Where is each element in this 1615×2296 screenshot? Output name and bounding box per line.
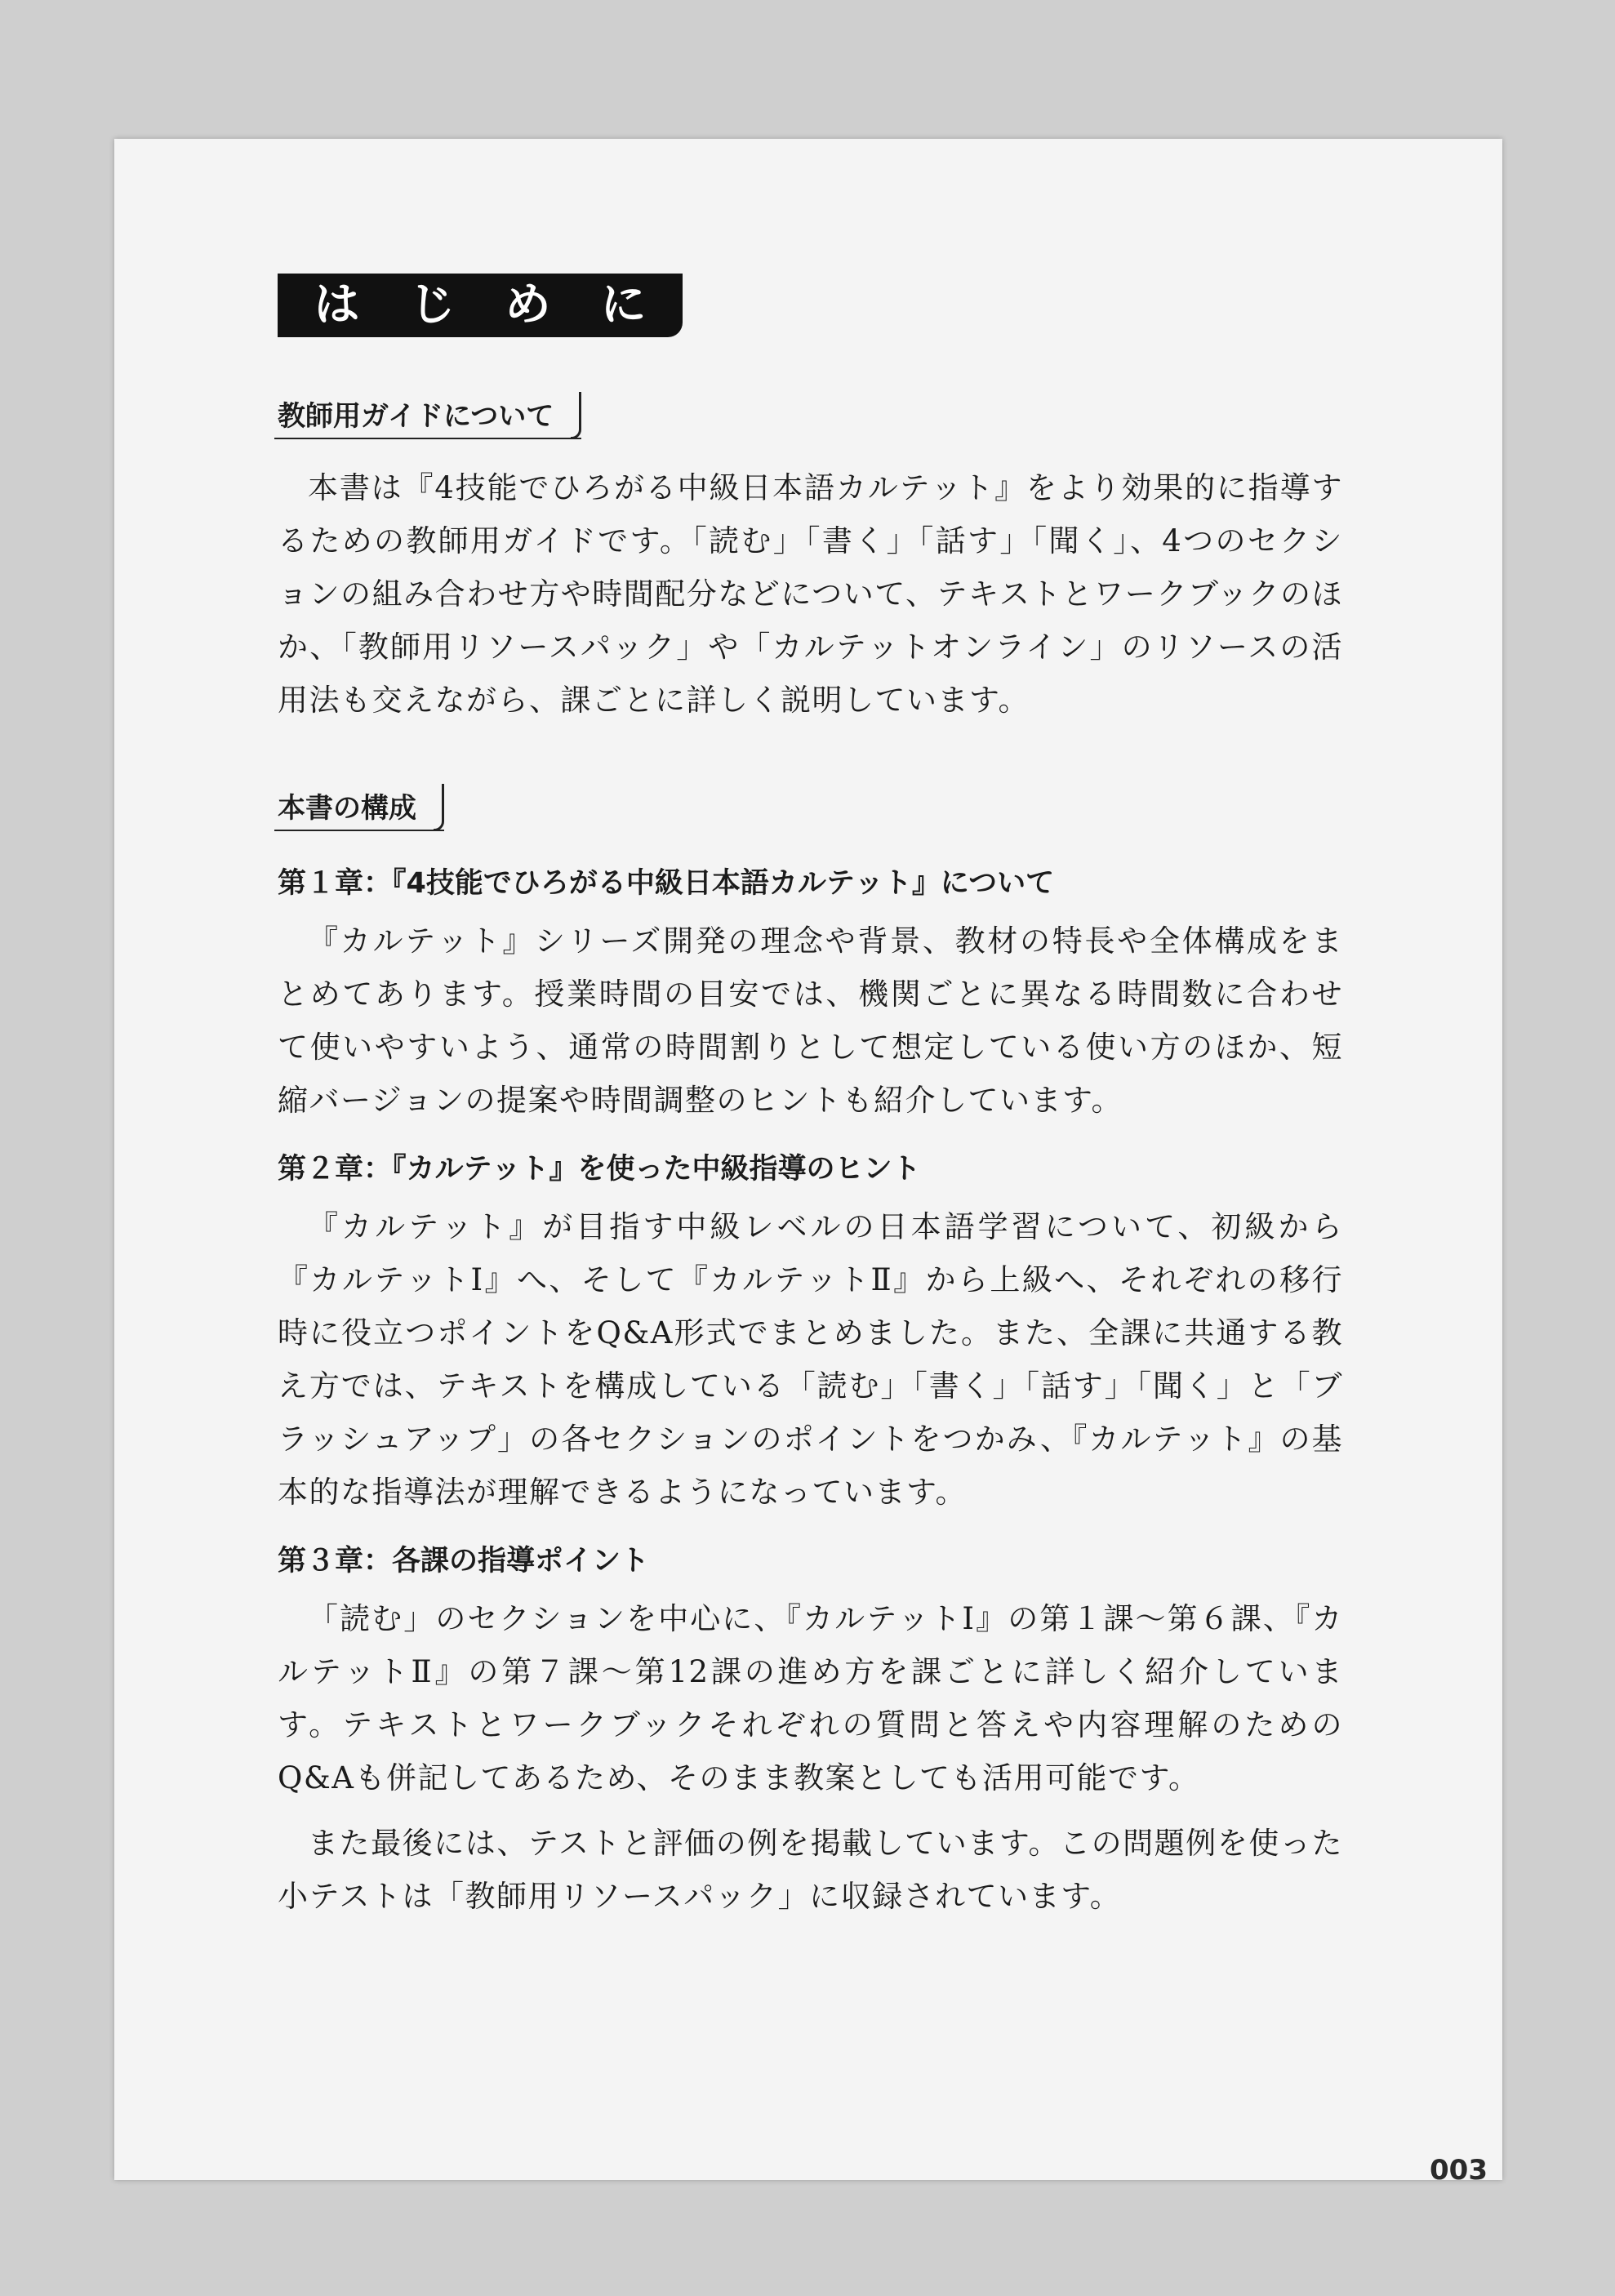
chapter-3-body: 「読む」のセクションを中心に、『カルテットⅠ』の第１課〜第６課、『カルテットⅡ』の第７課〜第12課の進め方を課ごとに詳しく紹介しています。テキストとワークブックそれぞれの質問と答えや内容理解のためのQ&Aも併記してあるため、そのまま教案としても活用可能です。 — [278, 1601, 1343, 1795]
title-char: め — [505, 278, 551, 331]
chapter-3-body-2: また最後には、テストと評価の例を掲載しています。この問題例を使った小テストは「教師用リソースパック」に収録されています。 — [278, 1826, 1343, 1914]
section-heading-teacher-guide: 教師用ガイドについて — [278, 400, 581, 439]
section-heading-structure: 本書の構成 — [278, 792, 444, 831]
chapter-2-title: 第２章：『カルテット』を使った中級指導のヒント — [278, 1153, 921, 1186]
page-title — [278, 274, 683, 337]
chapter-2-body: 『カルテット』が目指す中級レベルの日本語学習について、初級から『カルテットⅠ』へ、そして『カルテットⅡ』から上級へ、それぞれの移行時に役立つポイントをQ&A形式でまとめました。また、全課に共通する教え方では、テキストを構成している「読む」「書く」「話す」「聞く」と「ブラッシュアップ」の各セクションのポイントをつかみ、『カルテット』の基本的な指導法が理解できるようになっています。 — [278, 1209, 1343, 1510]
chapter-1-body: 『カルテット』シリーズ開発の理念や背景、教材の特長や全体構成をまとめてあります。授業時間の目安では、機関ごとに異なる時間数に合わせて使いやすいよう、通常の時間割りとして想定している使い方のほか、短縮バージョンの提案や時間調整のヒントも紹介しています。 — [278, 923, 1343, 1118]
title-char: に — [600, 278, 647, 331]
book-page — [114, 139, 1502, 2187]
chapter-3-title: 第３章：各課の指導ポイント — [278, 1545, 650, 1577]
section-body-teacher-guide: 本書は『4技能でひろがる中級日本語カルテット』をより効果的に指導するための教師用ガイドです。「読む」「書く」「話す」「聞く」、4つのセクションの組み合わせ方や時間配分などについて、テキストとワークブックのほか、「教師用リソースパック」や「カルテットオンライン」のリソースの活用法も交えながら、課ごとに詳しく説明しています。 — [278, 470, 1343, 718]
title-char: は — [314, 278, 360, 331]
page-number: 003 — [1430, 2154, 1488, 2187]
chapter-1-title: 第１章：『4技能でひろがる中級日本語カルテット』について — [278, 867, 1055, 900]
title-char: じ — [409, 278, 456, 331]
